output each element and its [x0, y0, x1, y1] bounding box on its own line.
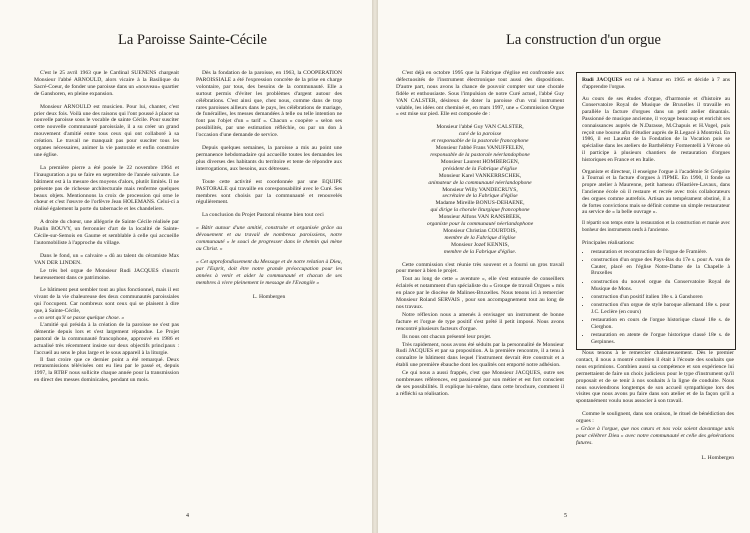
bio-heading: Rudi JACQUES	[582, 77, 623, 83]
paragraph: C'est déjà en octobre 1995 que la Fabrique d'église est confrontée aux défectuosités de l'instrument électronique tout aussi des dispositions. D'autre part, nous avons la chance de pouvoir compter sur une chorale fidèle et enthousiaste. Sous l'impulsion de notre Curé actuel, l'abbé Guy VAN CALSTER, désireux de doter la paroisse d'un vrai instrument valable, les idées ont cheminé et, en mars 1997, une « Commission Orgue » est mise sur pied. Elle est composée de :	[396, 70, 564, 118]
right-column-2	[576, 350, 734, 468]
achievements-list	[582, 249, 730, 346]
signature: L. Hombergen	[701, 454, 734, 461]
paragraph: L'amitié qui présida à la création de la paroisse ne s'est pas démentie depuis lors et s'est largement répandue. Le Projet pastoral de la communauté francophone, approuvé en 1986 et actualisé très récemment insiste sur deux objectifs principaux : l'accueil au sens le plus large et le sous appareil à la liturgie.	[34, 322, 179, 356]
page-number: 4	[186, 513, 189, 519]
quote: « Bâtir autour d'une amitié, construite et organisée grâce au dévouement et au travail de nombreux paroissiens, notre communauté « le souci de progresser dans le chemin qui mène au Christ. »	[196, 225, 342, 252]
paragraph: Depuis quelques semaines, la paroisse a mis au point une permanence hebdomadaire qui accueille toutes les demandes les plus diverses des habitants du territoire et tente de répondre aux interrogations, aux besoins, aux détresses.	[196, 145, 342, 172]
left-column-1	[34, 70, 179, 390]
paragraph: Très rapidement, nous avons été séduits par la personnalité de Monsieur Rudi JACQUES et par sa proposition. A la première rencontre, il a tenu à connaître le bâtiment dans lequel l'instrument devrait être construit et a établi une première ébauche dont les qualités ont emporté notre adhésion.	[396, 341, 564, 369]
list-item: • restauration et reconstruction de l'orgue de Framière.	[591, 249, 730, 256]
member-role: animateur de la communauté néerlandophone	[428, 179, 532, 186]
paragraph: La conclusion du Projet Pastoral résume bien tout ceci	[202, 212, 324, 219]
member	[396, 124, 564, 131]
list-item: • construction d'un positif italien 18e s. à Ganshoren	[591, 294, 730, 301]
paragraph: Ils nous ont chacun présenté leur projet.	[402, 333, 492, 340]
member-role: membre de la Fabrique d'église.	[443, 248, 517, 255]
bio-intro	[582, 77, 730, 91]
member-name: Madame Mireille BONUS-DEHAENE,	[435, 200, 525, 207]
paragraph: Ce qui nous a aussi frappés, c'est que Monsieur JACQUES, outre ses nombreuses références, est passionné par son métier et est fort conscient de ses possibilités. Il explique lui-même, dans cette brochure, comment il a réfléchi sa réalisation.	[396, 370, 564, 397]
paragraph: Comme le soulignent, dans son oraison, le rituel de bénédiction des orgues :	[576, 411, 734, 425]
member-role: responsable de la pastorale néerlandophone	[430, 151, 530, 158]
member-name: Monsieur Karel VANKERRSCHEK,	[438, 172, 522, 179]
member-role: curé de la paroisse	[458, 131, 502, 138]
member-name: Monsieur Jozef KENNIS,	[451, 241, 509, 248]
list-item: • construction du nouvel orgue du Conservatoire Royal de Musique de Mons.	[591, 279, 730, 293]
paragraph: Dès la fondation de la paroisse, en 1963, la COOPERATION PAROISSIALE a été l'expression concrète de la prise en charge volontaire, par tous, des besoins de la communauté. Elle a surtout permis d'éviter les problèmes d'argent autour des célébrations. C'est ainsi que, chez nous, comme dans de trop rares paroisses ailleurs dans le pays, les célébrations de mariage, de funérailles, les messes demandées à telle ou telle intention ne font pas l'objet d'un « tarif ». Chacun « coopère » selon ses possibilités, par une estimation réfléchie, ou par un don à l'occasion d'une demande de service.	[196, 70, 342, 139]
paragraph: C'est le 25 avril 1963 que le Cardinal SUENENS chargeait Monsieur l'abbé ARNOULD, alors vicaire à la Basilique du Sacré-Coeur, de fonder une paroisse dans un «nouveau» quartier de Ganshoren, en pleine expansion.	[34, 70, 179, 97]
member-role: secrétaire de la Fabrique d'église	[442, 193, 518, 200]
paragraph: La première pierre a été posée le 22 novembre 1964 et l'inauguration a pu se faire en septembre de l'année suivante. Le bâtiment est à la mesure des moyens d'alors, plutôt limités. Il ne présente pas de richesse architecturale mais renferme quelques beaux objets. Mentionnons la croix de procession qui orne le chœur et c'est l'œuvre de l'orfèvre Jean HOLEMANS. Celui-ci a réalisé également la porte du tabernacle et les chandeliers.	[34, 164, 179, 213]
paragraph: Il faut croire que ce dernier point a été remarqué. Deux retransmissions télévisées ont eu lieu par le passé et, depuis 1997, la RTBF nous sollicite chaque année pour la transmission en direct des messes dominicales, pendant un mois.	[34, 356, 179, 384]
commission-members	[396, 124, 564, 255]
member-role: et responsable de la pastorale francophone	[431, 138, 529, 145]
member-name: Monsieur Willy VANDECRUYS,	[442, 186, 518, 193]
bio-text: est né à Namur en 1965 et décide à 7 ans d'apprendre l'orgue.	[582, 77, 730, 90]
bio-paragraph: Organiste et directeur, il enseigne l'orgue à l'académie St Grégoire à Tournai et la facture d'orgues à l'IPME. En 1990, il fonde sa propre atelier à Maurenne, petit hameau d'Hastière-Lavaux, dans l'ancienne école où il restaure et recrée avec trois collaborateurs des orgues comme autrefois. Artisan au tempérament obstiné, il a de fortes convictions mais se définit comme un simple restaurateur au service de « la belle ouvrage ».	[582, 168, 730, 216]
paragraph: Le bâtiment peut sembler tout au plus fonctionnel, mais il est vivant de la vie chaleureuse des deux communautés paroissiales qui l'occupent. Car nombreux sont ceux qui se plaisent à dire que, à Sainte-Cécile,	[34, 287, 179, 315]
right-column-1	[396, 70, 564, 404]
member-role: qui dirige la chorale liturgique francophone	[430, 207, 530, 214]
left-page	[0, 0, 372, 533]
paragraph: Le très bel orgue de Monsieur Rudi JACQUES s'inscrit heureusement dans ce patrimoine.	[34, 267, 179, 281]
list-item: • construction d'un orgue des Pays-Bas du 17e s. pour A. van de Cauter, placé en l'église Notre-Dame de la Chapelle à Bruxelles	[591, 257, 730, 277]
right-page	[378, 0, 750, 533]
member-name: Monsieur Alfons VAN RANSBEEK,	[438, 214, 522, 221]
quote: « Grâce à l'orgue, que nos cœurs et nos voix soient davantage unis pour célébrer Dieu » avec notre communauté et celle des générations futures.	[576, 426, 734, 446]
achievements-heading: Principales réalisations:	[582, 239, 635, 246]
left-column-2	[196, 70, 342, 307]
bio-paragraph: Au cours de ses études d'orgue, d'harmonie et d'histoire au Conservatoire Royal de Musique de Bruxelles il travaille en parallèle la facture d'orgues dans un petit atelier dinantais. Passionné de musique ancienne, il voyage beaucoup et enrichit ses connaissances auprès de N.Darasse, M.Chapuis et H.Vogel, puis reçoit une bourse afin d'étudier auprès de B.Legacé à Montréal. En 1986, il est Lauréat de la Fondation de la Vocation puis se spécialise dans les ateliers de Barthélémy Formentelli à Vérone où il participe à plusieurs chantiers de restauration d'orgues historiques en France et en Italie.	[582, 95, 730, 163]
member-role: membre de la Fabrique d'église	[444, 234, 516, 241]
bio-paragraph: Il répartit son temps entre la restauration et la construction et manie avec bonheur des instruments neufs à l'ancienne.	[582, 221, 730, 233]
member-role: président de la Fabrique d'église	[443, 165, 517, 172]
signature: L. Hombergen	[252, 294, 286, 301]
paragraph: Cette commission s'est réunie très souvent et a fourni un gros travail pour mener à bien le projet.	[396, 261, 564, 275]
member-name: Monsieur Laurent HOMBERGEN,	[440, 158, 520, 165]
paragraph: Dans le fond, un « calvaire » dû au talent du céramiste Max VAN DER LINDEN.	[34, 252, 179, 266]
quote-line: « on sent qu'il se passe quelque chose. »	[34, 315, 125, 322]
page-title: La Paroisse Sainte-Cécile	[118, 32, 267, 48]
paragraph: Nous tenons à le remercier chaleureusement. Dès le premier contact, il nous a montré combien il était à l'écoute des souhaits que nous exprimions. Combien aussi sa compétence et son expérience lui permettaient de faire un choix judicieux pour le type d'instrument qu'il proposait et de se tenir à nos souhaits à la ligne de conduite. Nous nous souviendrons longtemps de son accueil sympathique lors des visites que nous avons pu faire dans son atelier et de la façon qu'il a spontanément voulu nous associer à son travail.	[576, 350, 734, 405]
quote: « Cet approfondissement du Message et de notre relation à Dieu, par l'Esprit, doit être notre grande préoccupation pour les années à venir et aider la communauté et chacun de ses membres à vivre pleinement le message de l'Evangile »	[196, 258, 342, 286]
list-item: • restauration en atente de l'orgue historique classé 18e s. de Gerpinnes.	[591, 332, 730, 346]
member-name: Monsieur l'abbé Guy VAN CALSTER,	[436, 124, 524, 131]
paragraph: Monsieur ARNOULD est musicien. Pour lui, chanter, c'est prier deux fois. Voilà une des raisons qui l'ont poussé à placer sa nouvelle paroisse sous le vocable de sainte Cécile. Pour susciter cette nouvelle communauté paroissiale, il a su créer un grand mouvement d'amitié entre tous ceux qui ont collaboré à sa création. Le travail ne manquait pas pour susciter tous les organes nécessaires, animer la vie pastorale et enfin construire une église.	[34, 103, 179, 158]
member-name: Monsieur l'abbé Frans VANUFFELEN,	[435, 145, 525, 152]
paragraph: Tout au long de cette « aventure », elle s'est entourée de conseillers éclairés et notamment d'un spécialiste du « Groupe de travail Orgues » mis en place par le diocèse de Malines-Bruxelles. Nous tenons ici à remercier Monsieur Roland SERVAIS , pour son accompagnement tout au long de nos travaux.	[396, 276, 564, 310]
paragraph: A droite du chœur, une allégorie de Sainte Cécile réalisée par Paulin BOUVY, un ferronnier d'art de la localité de Sainte-Cécile-sur-Semois en Gaume et semblable à celle qui accueille l'automobiliste à l'approche du village.	[34, 219, 179, 246]
paragraph: Toute cette activité est coordonnée par une EQUIPE PASTORALE qui travaille en coresponsabilité avec le Curé. Ses membres sont choisis par la communauté et renouvelés régulièrement.	[196, 178, 342, 206]
list-item: • construction d'un orgue de style baroque allemand 18e s. pour J.C. Leclère (en cours)	[591, 302, 730, 316]
paragraph: Notre réflexion nous a amenés à envisager un instrument de bonne facture et l'orgue de type positif s'est prêté il petit imposé. Nous avons rencontré plusieurs facteurs d'orgue.	[396, 311, 564, 332]
biography-box	[576, 72, 736, 350]
member-role: organiste pour la communauté néerlandophone	[426, 221, 534, 228]
page-title: La construction d'un orgue	[506, 32, 661, 48]
list-item: • restauration en cours de l'orgue historique classé 18e s. de Cierghon.	[591, 317, 730, 331]
page-number: 5	[564, 513, 567, 519]
member-name: Monsieur Christian COURTOIS,	[443, 227, 517, 234]
